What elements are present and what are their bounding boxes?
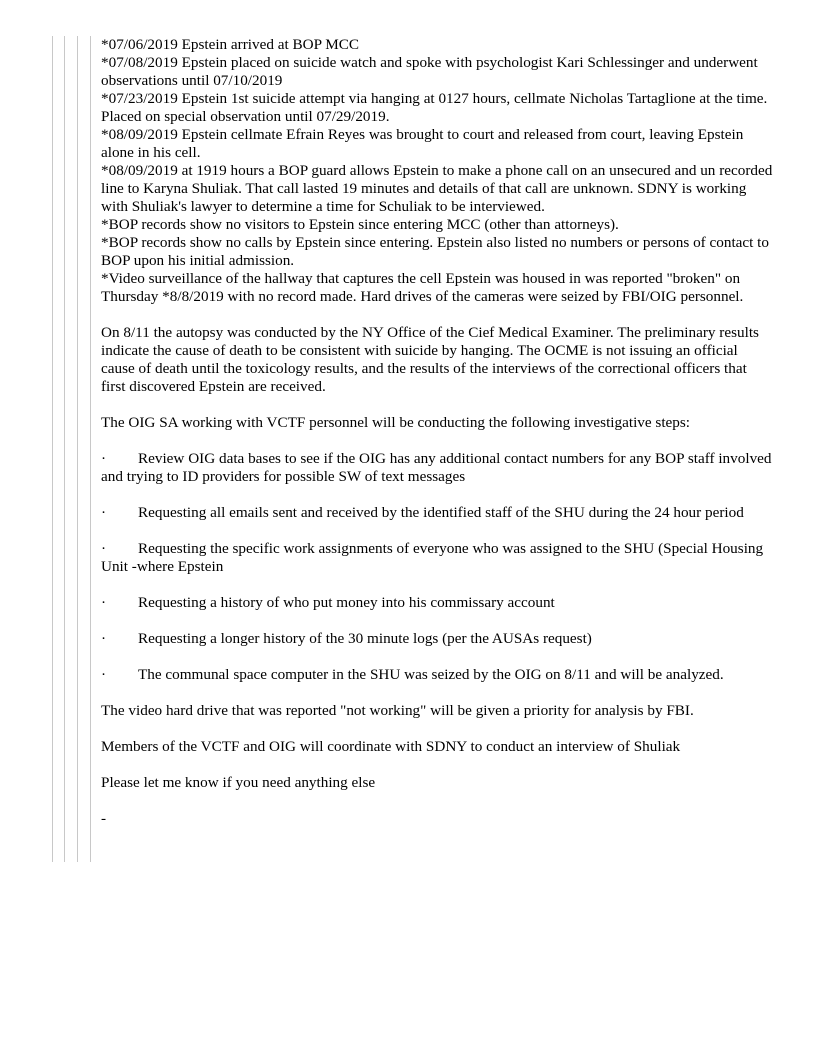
timeline-entry: *07/06/2019 Epstein arrived at BOP MCC (101, 36, 360, 53)
quote-bar (64, 36, 65, 862)
video-paragraph: The video hard drive that was reported "not working" will be given a priority for analysis by FBI. (101, 702, 694, 719)
steps-intro: The OIG SA working with VCTF personnel will be conducting the following investigative steps: (101, 414, 691, 431)
investigative-step (101, 666, 773, 684)
step-text: Requesting a longer history of the 30 minute logs (per the AUSAs request) (138, 630, 592, 647)
timeline-entry: *07/08/2019 Epstein placed on suicide watch and spoke with psychologist Kari Schlessinger and underwent observations until 07/10/2019 (101, 54, 758, 89)
timeline-entry: *08/09/2019 at 1919 hours a BOP guard allows Epstein to make a phone call on an unsecured and un recorded line to Karyna Shuliak. That call lasted 19 minutes and details of that call are unknown. SDNY is working with Shuliak's lawyer to determine a time for Schuliak to be interviewed. (101, 162, 773, 215)
timeline-entry: *08/09/2019 Epstein cellmate Efrain Reyes was brought to court and released from court, leaving Epstein alone in his cell. (101, 126, 744, 161)
trailer-dash: - (101, 810, 107, 827)
timeline-entry: *BOP records show no visitors to Epstein since entering MCC (other than attorneys). (101, 216, 619, 233)
bullet-dot: · (101, 450, 107, 467)
autopsy-paragraph: On 8/11 the autopsy was conducted by the NY Office of the Cief Medical Examiner. The preliminary results indicate the cause of death to be consistent with suicide by hanging. The OCME is not issuing an official cause of death until the toxicology results, and the results of the interviews of the correctional officers that first discovered Epstein are received. (101, 324, 759, 395)
step-text: Requesting a history of who put money into his commissary account (138, 594, 555, 611)
quote-bar (90, 36, 91, 862)
bullet-dot: · (101, 504, 107, 521)
investigative-step (101, 504, 773, 522)
step-text: The communal space computer in the SHU was seized by the OIG on 8/11 and will be analyzed. (138, 666, 724, 683)
timeline-entry: *07/23/2019 Epstein 1st suicide attempt via hanging at 0127 hours, cellmate Nicholas Tartaglione at the time. Placed on special observation until 07/29/2019. (101, 90, 768, 125)
coordination-paragraph: Members of the VCTF and OIG will coordinate with SDNY to conduct an interview of Shuliak (101, 738, 681, 755)
step-text: Requesting all emails sent and received by the identified staff of the SHU during the 24 hour period (138, 504, 744, 521)
timeline-entry: *Video surveillance of the hallway that captures the cell Epstein was housed in was reported "broken" on Thursday *8/8/2019 with no record made. Hard drives of the cameras were seized by FBI/OIG personnel. (101, 270, 744, 305)
investigative-step (101, 630, 773, 648)
quote-bar (52, 36, 53, 862)
investigative-step (101, 594, 773, 612)
email-body (101, 36, 773, 828)
bullet-dot: · (101, 594, 107, 611)
quoted-reply-bars (52, 36, 96, 862)
bullet-dot: · (101, 540, 107, 557)
closing-line: Please let me know if you need anything else (101, 774, 376, 791)
investigative-step (101, 540, 773, 576)
bullet-dot: · (101, 630, 107, 647)
step-text: Review OIG data bases to see if the OIG has any additional contact numbers for any BOP staff involved and trying to ID providers for possible SW of text messages (101, 450, 772, 485)
investigative-step (101, 450, 773, 486)
timeline-entry: *BOP records show no calls by Epstein since entering. Epstein also listed no numbers or persons of contact to BOP upon his initial admission. (101, 234, 769, 269)
bullet-dot: · (101, 666, 107, 683)
quote-bar (77, 36, 78, 862)
timeline-list (101, 36, 773, 306)
step-text: Requesting the specific work assignments of everyone who was assigned to the SHU (Special Housing Unit -where Epstein (101, 540, 764, 575)
